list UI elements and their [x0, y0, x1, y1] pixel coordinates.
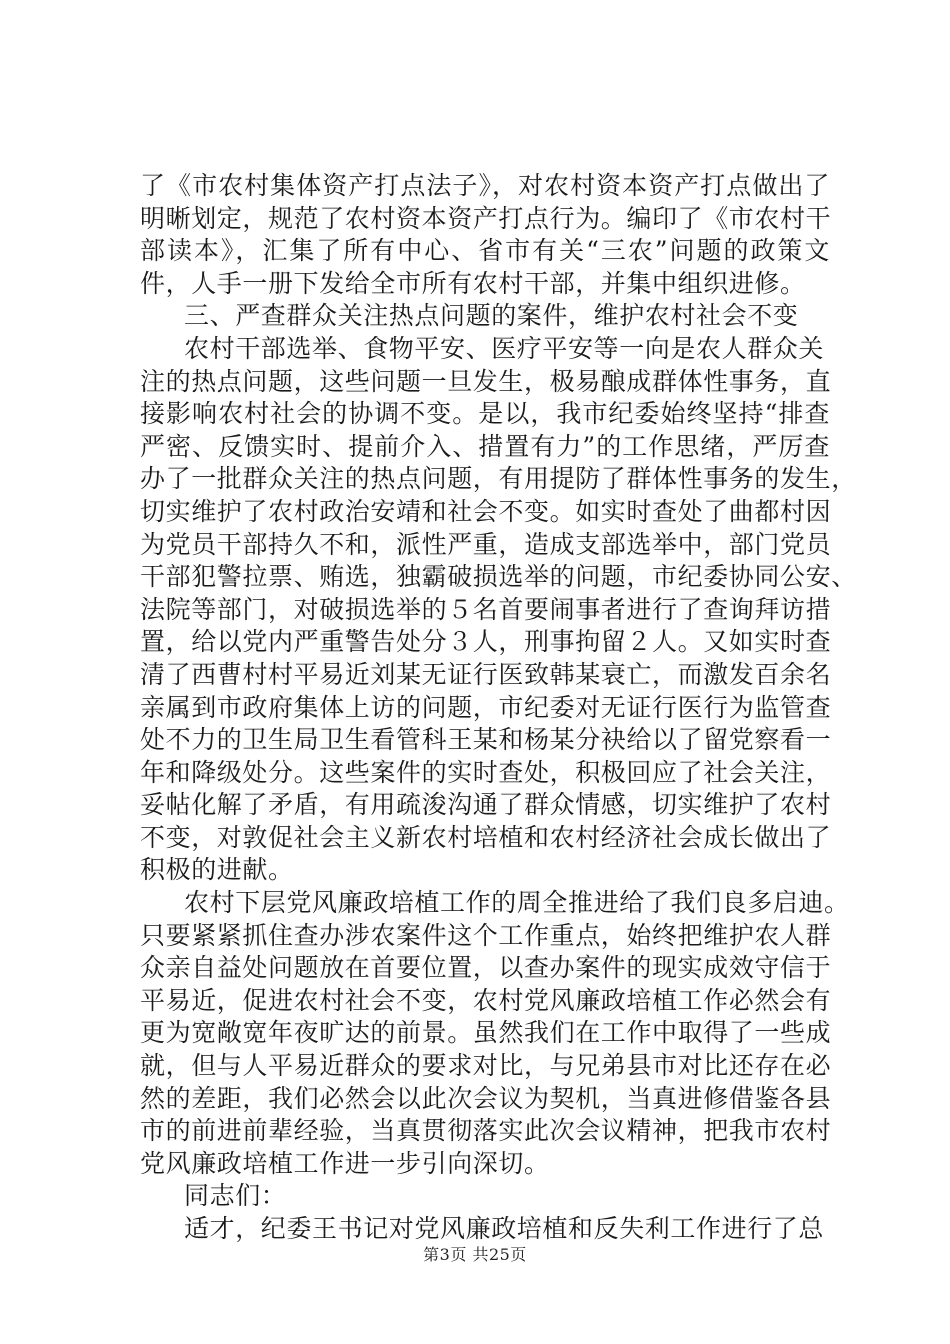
text-line: 党风廉政培植工作进一步引向深切。 — [140, 1148, 550, 1178]
text-line: 然的差距，我们必然会以此次会议为契机，当真进修借鉴各县 — [140, 1083, 832, 1113]
text-line: 严密、反馈实时、提前介入、措置有力”的工作思绪，严厉查 — [140, 431, 830, 461]
text-line: 亲属到市政府集体上访的问题，市纪委对无证行医行为监管查 — [140, 692, 832, 722]
text-line: 注的热点问题，这些问题一旦发生，极易酿成群体性事务，直 — [140, 366, 832, 396]
text-line: 适才，纪委王书记对党风廉政培植和反失利工作进行了总 — [184, 1214, 825, 1243]
text-line: 明晰划定，规范了农村资本资产打点行为。编印了《市农村干 — [140, 203, 832, 233]
text-line: 为党员干部持久不和，派性严重，造成支部选举中，部门党员 — [140, 529, 832, 559]
text-line: 不变，对敦促社会主义新农村培植和农村经济社会成长做出了 — [140, 822, 832, 852]
document-body — [140, 170, 857, 1246]
text-line: 市的前进前辈经验，当真贯彻落实此次会议精神，把我市农村 — [140, 1116, 832, 1146]
text-line: 农村下层党风廉政培植工作的周全推进给了我们良多启迪。 — [184, 888, 850, 918]
text-line: 了《市农村集体资产打点法子》，对农村资本资产打点做出了 — [140, 171, 830, 200]
text-line: 年和降级处分。这些案件的实时查处，积极回应了社会关注， — [140, 757, 832, 787]
text-line: 法院等部门，对破损选举的５名首要闹事者进行了查询拜访措 — [140, 594, 832, 624]
page-number: 第3页 共25页 — [423, 1245, 527, 1264]
text-line: 就，但与人平易近群众的要求对比，与兄弟县市对比还存在必 — [140, 1051, 832, 1081]
text-line: 更为宽敞宽年夜旷达的前景。虽然我们在工作中取得了一些成 — [140, 1018, 832, 1048]
text-line: 部读本》，汇集了所有中心、省市有关“三农”问题的政策文 — [140, 236, 830, 266]
text-line: 切实维护了农村政治安靖和社会不变。如实时查处了曲都村因 — [140, 496, 832, 526]
text-line: 处不力的卫生局卫生看管科王某和杨某分袂给以了留党察看一 — [140, 725, 832, 755]
text-line: 置，给以党内严重警告处分３人，刑事拘留２人。又如实时查 — [140, 627, 832, 657]
text-line: 办了一批群众关注的热点问题，有用提防了群体性事务的发生， — [140, 464, 857, 494]
text-line: 积极的进献。 — [140, 855, 294, 885]
text-line: 妥帖化解了矛盾，有用疏浚沟通了群众情感，切实维护了农村 — [140, 790, 832, 820]
text-line: 清了西曹村村平易近刘某无证行医致韩某衰亡，而激发百余名 — [140, 659, 832, 689]
text-line: 平易近，促进农村社会不变，农村党风廉政培植工作必然会有 — [140, 985, 832, 1015]
salutation: 同志们： — [184, 1181, 287, 1211]
text-line: 干部犯警拉票、贿选，独霸破损选举的问题，市纪委协同公安、 — [140, 562, 857, 592]
text-line: 农村干部选举、食物平安、医疗平安等一向是农人群众关 — [184, 333, 825, 363]
text-line: 只要紧紧抓住查办涉农案件这个工作重点，始终把维护农人群 — [140, 920, 832, 950]
text-line: 众亲自益处问题放在首要位置，以查办案件的现实成效守信于 — [140, 953, 832, 983]
text-line: 接影响农村社会的协调不变。是以，我市纪委始终坚持“排查 — [140, 399, 830, 429]
text-line: 件，人手一册下发给全市所有农村干部，并集中组织进修。 — [140, 268, 806, 298]
section-heading: 三、严查群众关注热点问题的案件，维护农村社会不变 — [184, 301, 799, 331]
page-footer — [0, 1242, 950, 1265]
